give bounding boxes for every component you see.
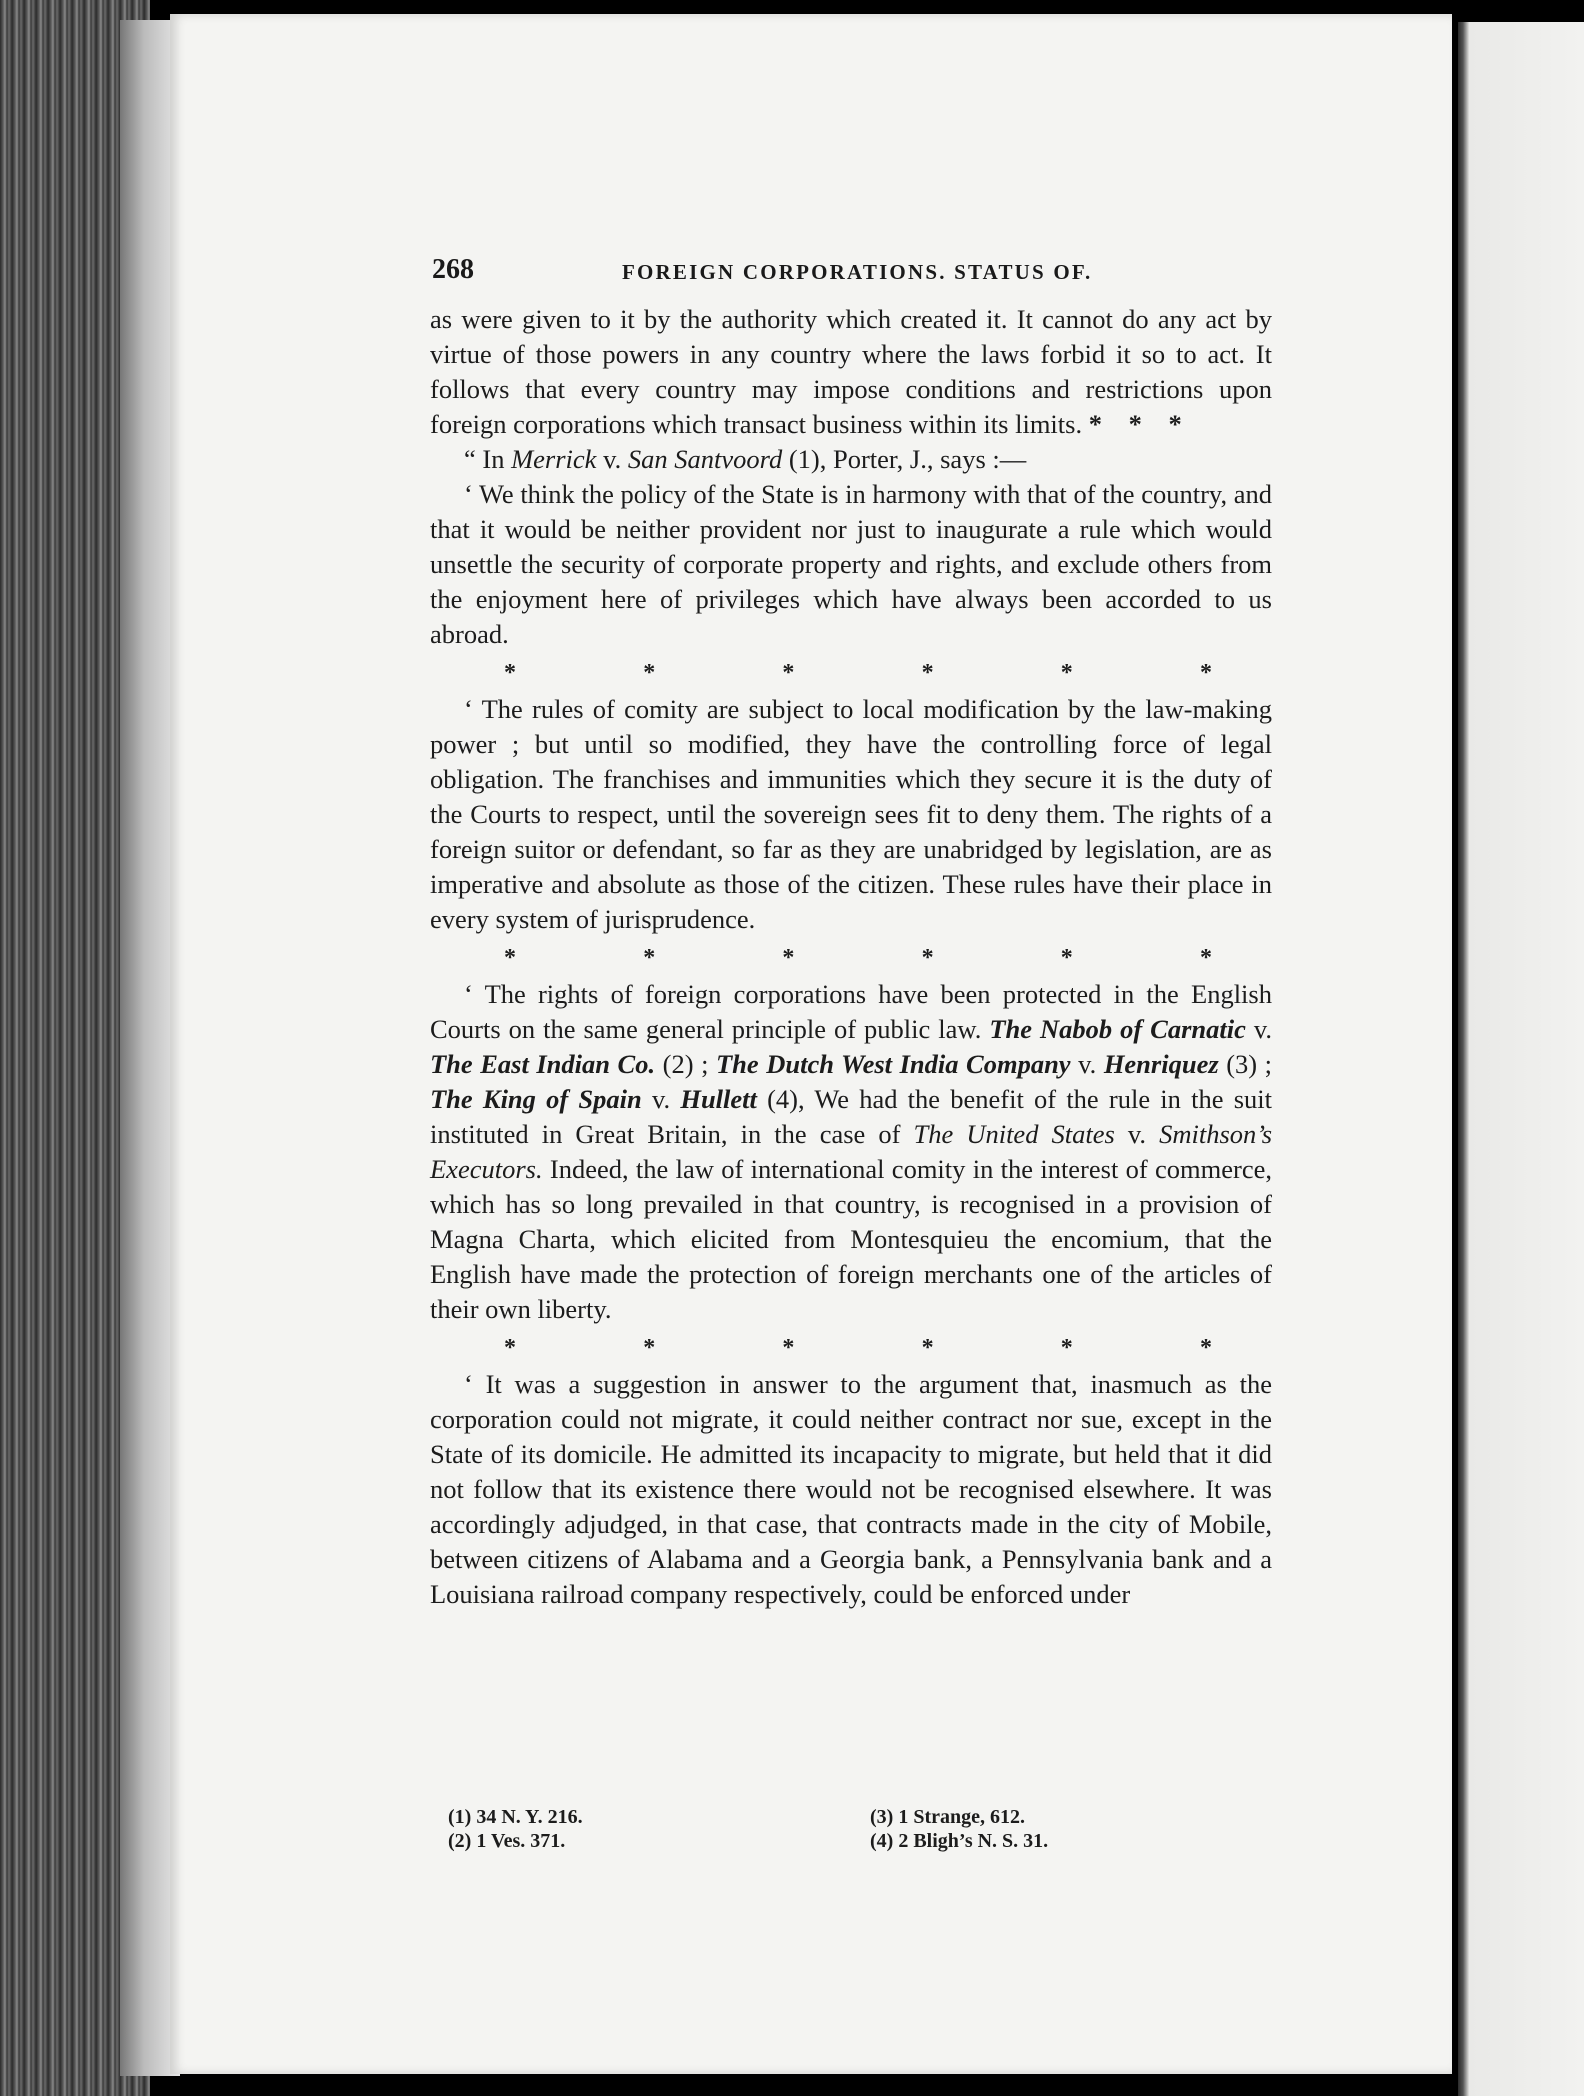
ellipsis-star: * <box>921 660 934 686</box>
ellipsis-star: * <box>1060 660 1073 686</box>
paragraph <box>430 302 1272 442</box>
bold-italic-case-name: The East Indian Co. <box>430 1049 656 1079</box>
running-head: FOREIGN CORPORATIONS. STATUS OF. <box>622 260 1093 284</box>
ellipsis-star: * <box>1199 660 1212 686</box>
ellipsis-star: * <box>504 945 516 971</box>
italic-case-name: Merrick <box>511 444 597 474</box>
bold-italic-case-name: The Nabob of Carnatic <box>989 1014 1246 1044</box>
text-run: v. <box>1070 1049 1104 1079</box>
text-run: (3) ; <box>1218 1049 1273 1079</box>
text-run: ‘ It was a suggestion in answer to the argument that, inasmuch as the corporation could not migrate, it could neither contract nor sue, except in the State of its domicile. He admitted its incapacity to migrate, but held that it did not follow that its existence there would not be recognised elsewhere. It was accordingly adjudged, in that case, that contracts made in the city of Mobile, between citizens of Alabama and a Georgia bank, a Pennsylvania bank and a Louisiana railroad company respectively, could be enforced under <box>430 1369 1272 1609</box>
text-run: ‘ The rights of foreign corporations have been protected in the English Courts on the same general principle of public law. <box>430 979 1272 1044</box>
ellipsis-star: * <box>921 945 934 971</box>
paragraph <box>430 977 1272 1327</box>
italic-case-name: San Santvoord <box>627 444 783 474</box>
page-header <box>432 254 1112 290</box>
ellipsis-stars-row <box>430 1327 1272 1367</box>
text-run: (2) ; <box>655 1049 716 1079</box>
ellipsis-star: * <box>504 1335 516 1361</box>
text-run: Indeed, the law of international comity in the interest of commerce, which has so long prevailed in that country, is recognised in a provision of Magna Charta, which elicited from Montesquieu the encomium, that the English have made the protection of foreign merchants one of the articles of their own liberty. <box>430 1154 1272 1324</box>
footnotes-left-column <box>448 1805 583 1853</box>
ellipsis-star: * <box>782 660 795 686</box>
text-run: v. <box>596 444 628 474</box>
facing-page-edge <box>1458 22 1584 2096</box>
text-run: (1), Porter, J., says :— <box>782 444 1027 474</box>
italic-case-name: The United States <box>913 1119 1115 1149</box>
paragraph <box>430 1367 1272 1612</box>
ellipsis-star: * <box>1060 1335 1073 1361</box>
text-run: ‘ The rules of comity are subject to local modification by the law-making power ; but until so modified, they have the controlling force of legal obligation. The franchises and immunities which they secure it is the duty of the Courts to respect, until the sovereign sees fit to deny them. The rights of a foreign suitor or defendant, so far as they are unabridged by legislation, are as imperative and absolute as those of the citizen. These rules have their place in every system of jurisprudence. <box>430 694 1272 934</box>
footnote: (2) 1 Ves. 371. <box>448 1830 566 1852</box>
bold-italic-case-name: The Dutch West India Company <box>715 1049 1071 1079</box>
ellipsis-star: * <box>643 1335 656 1361</box>
text-run: “ In <box>464 444 512 474</box>
ellipsis-star: * <box>643 945 656 971</box>
paragraph <box>430 692 1272 937</box>
footnote: (4) 2 Bligh’s N. S. 31. <box>870 1830 1049 1852</box>
text-run: as were given to it by the authority which created it. It cannot do any act by virtue of those powers in any country where the laws forbid it so to act. It follows that every country may impose conditions and restrictions upon foreign corporations which transact business within its limits. <box>430 304 1272 439</box>
ellipsis-star: * <box>782 1335 795 1361</box>
body-text <box>430 302 1272 1612</box>
text-run: v. <box>641 1084 681 1114</box>
ellipsis-stars-row <box>430 937 1272 977</box>
paragraph <box>430 477 1272 652</box>
bold-italic-case-name: Henriquez <box>1103 1049 1219 1079</box>
ellipsis-star: * <box>643 660 656 686</box>
ellipsis-star: * <box>782 945 795 971</box>
italic-case-name: Smithson’s Executors. <box>430 1119 1273 1184</box>
ellipsis-star: * <box>921 1335 934 1361</box>
ellipsis-star: * <box>1060 945 1073 971</box>
bold-italic-case-name: Hullett <box>680 1084 757 1114</box>
footnote: (3) 1 Strange, 612. <box>870 1806 1025 1828</box>
bold-italic-case-name: The King of Spain <box>430 1084 642 1114</box>
text-run: v. <box>1114 1119 1160 1149</box>
text-run: (4), We had the benefit of the rule in the suit instituted in Great Britain, in the case of <box>430 1084 1272 1149</box>
ellipsis-stars-row <box>430 652 1272 692</box>
ellipsis-star: * <box>1199 945 1212 971</box>
footnote: (1) 34 N. Y. 216. <box>448 1806 583 1828</box>
ellipsis-star: * <box>1199 1335 1212 1361</box>
text-run: v. <box>1245 1014 1272 1044</box>
paragraph <box>430 442 1272 477</box>
text-run: ‘ We think the policy of the State is in harmony with that of the country, and that it would be neither provident nor just to inaugurate a rule which would unsettle the security of corporate property and rights, and exclude others from the enjoyment here of privileges which have always been accorded to us abroad. <box>430 479 1272 649</box>
footnotes-right-column <box>870 1805 1048 1853</box>
ellipsis-star: * <box>504 660 516 686</box>
page-number: 268 <box>432 254 474 285</box>
inline-ellipsis-stars: * * * <box>1088 409 1192 439</box>
